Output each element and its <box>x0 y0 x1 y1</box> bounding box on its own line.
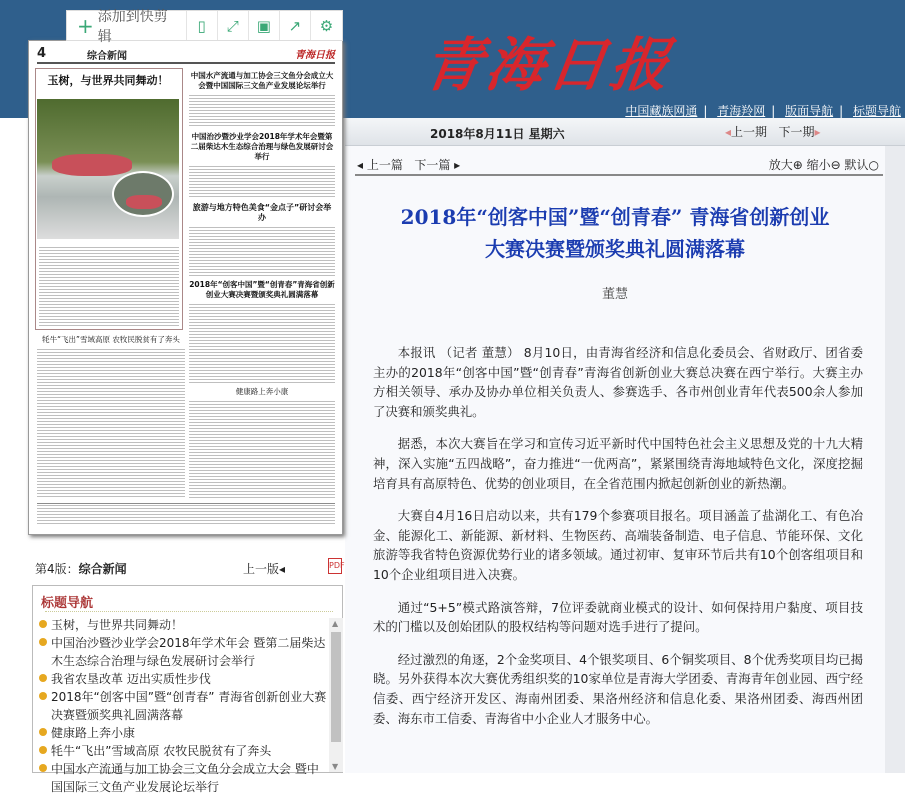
divider <box>45 611 333 612</box>
zoom-out-button[interactable]: 缩小⊖ <box>806 158 841 172</box>
raft <box>126 195 162 209</box>
title-nav-list <box>39 616 329 794</box>
article-title <box>345 201 885 265</box>
title-nav-heading: 标题导航 <box>41 596 94 611</box>
list-item[interactable]: 中国水产流通与加工协会三文鱼分会成立大会 暨中国国际三文鱼产业发展论坛举行 <box>39 760 329 796</box>
page-info <box>35 560 127 577</box>
paragraph: 本报讯 （记者 董慧） 8月10日，由青海省经济和信息化委员会、省财政厅、团省委主办的2018年“创客中国”暨“创青春”青海省创新创业大赛总决赛在西宁举行。大赛主办方相关领导、承办及协办单位相关负责人、参赛选手、各市州创业青年代表500余人参加了决赛和颁奖典礼。 <box>373 345 863 419</box>
thumb-left-bottom-column <box>37 331 185 499</box>
thumb-headline: 旅游与地方特色美食“金点子”研讨会举办 <box>192 203 332 222</box>
zoom-in-button[interactable]: 放大⊕ <box>768 158 803 172</box>
rafting-photo <box>37 99 179 239</box>
share-icon[interactable]: ↗ <box>280 11 311 40</box>
paragraph: 通过“5+5”模式路演答辩，7位评委就商业模式的设计、如何保持用户黏度、项目技术的门槛以及创始团队的股权结构等问题对选手进行了提问。 <box>373 599 863 635</box>
thumb-headline: 牦牛“飞出”雪域高原 农牧民脱贫有了奔头 <box>42 335 180 344</box>
prev-page-link[interactable]: 上一版◂ <box>243 562 286 576</box>
thumb-text <box>189 165 335 199</box>
thumb-header <box>37 46 335 64</box>
plus-icon: + <box>77 13 94 38</box>
clip-toolbar <box>66 8 343 45</box>
scrollbar-thumb[interactable] <box>331 632 341 742</box>
save-icon[interactable]: ▣ <box>249 11 280 40</box>
newspaper-page-thumbnail[interactable] <box>28 40 343 535</box>
scroll-up-icon[interactable]: ▲ <box>332 619 339 628</box>
title-nav-box <box>32 585 343 794</box>
add-to-clip-button[interactable] <box>67 8 187 45</box>
thumb-headline: 中国治沙暨沙业学会2018年学术年会暨第二届柴达木生态综合治理与绿色发展研讨会举行 <box>190 132 334 161</box>
link-page-nav[interactable]: 版面导航 <box>785 104 834 118</box>
link-tibet-net[interactable]: 中国藏族网通 <box>625 104 698 118</box>
thumb-right-column <box>189 67 335 499</box>
article-body <box>373 343 863 741</box>
page-label: 第4版： <box>35 562 79 576</box>
page-scrollbar[interactable] <box>885 146 905 773</box>
thumb-section: 综合新闻 <box>87 51 127 62</box>
right-arrow-icon: ▸ <box>814 125 821 139</box>
link-title-nav[interactable]: 标题导航 <box>852 104 901 118</box>
left-arrow-icon: ◂ <box>725 125 732 139</box>
list-item[interactable]: 我省农垦改革 迈出实质性步伐 <box>39 670 329 688</box>
article-nav: ◂ 上一篇 下一篇 ▸ <box>357 158 461 172</box>
next-issue-link[interactable]: 下一期 <box>778 125 815 139</box>
list-item[interactable]: 牦牛“飞出”雪域高原 农牧民脱贫有了奔头 <box>39 742 329 760</box>
title-line: 2018年“创客中国”暨“创青春” 青海省创新创业 <box>400 205 830 229</box>
thumb-logo: 青海日报 <box>295 50 335 61</box>
fullscreen-icon[interactable]: ⤢ <box>218 11 249 40</box>
thumb-text <box>189 226 335 276</box>
thumb-page-number: 4 <box>37 46 47 61</box>
zoom-controls <box>769 156 879 173</box>
list-item[interactable]: 玉树，与世界共同舞动！ <box>39 616 329 634</box>
thumb-text <box>189 400 335 499</box>
pdf-icon[interactable]: PDF <box>328 558 342 574</box>
raft <box>52 154 132 176</box>
paragraph: 经过激烈的角逐，2个金奖项目、4个银奖项目、6个铜奖项目、8个优秀奖项目均已揭晓。另外获得本次大赛优秀组织奖的10家单位是青海大学团委、青海青年创业园、西宁经信委、西宁经济开发区、海南州团委、果洛州经济和信息化委、果洛州团委、海西州团委、海东市工信委、青海省中小企业人才服务中心。 <box>373 651 864 726</box>
scroll-down-icon[interactable]: ▼ <box>332 762 339 771</box>
thumb-text <box>189 303 335 383</box>
settings-icon[interactable]: ⚙ <box>319 16 334 35</box>
thumb-headline: 中国水产流通与加工协会三文鱼分会成立大会暨中国国际三文鱼产业发展论坛举行 <box>190 71 334 90</box>
list-item[interactable]: 2018年“创客中国”暨“创青春” 青海省创新创业大赛决赛暨颁奖典礼圆满落幕 <box>39 688 329 724</box>
thumb-text <box>37 348 185 499</box>
zoom-default-button[interactable]: 默认○ <box>844 158 879 172</box>
link-qinghai-ling[interactable]: 青海羚网 <box>717 104 766 118</box>
list-item[interactable]: 中国治沙暨沙业学会2018年学术年会 暨第二届柴达木生态综合治理与绿色发展研讨会举行 <box>39 634 329 670</box>
next-article-link[interactable]: 下一篇 <box>414 158 451 172</box>
divider <box>355 174 883 176</box>
newspaper-logo: 青海日报 <box>419 31 678 99</box>
thumb-headline: 2018年“创客中国”暨“创青春”青海省创新创业大赛决赛暨颁奖典礼圆满落幕 <box>189 280 335 299</box>
title-line: 大赛决赛暨颁奖典礼圆满落幕 <box>485 237 745 261</box>
list-item[interactable]: 健康路上奔小康 <box>39 724 329 742</box>
paragraph: 据悉，本次大赛旨在学习和宣传习近平新时代中国特色社会主义思想及党的十九大精神，深入实施“五四战略”，奋力推进“一优两高”，紧紧围绕青海地域特色文化，深度挖掘培育具有高原特色、优势的创业项目，在全省范围内掀起创新创业的新热潮。 <box>373 436 863 491</box>
title-nav-scrollbar[interactable] <box>329 618 343 772</box>
paragraph: 大赛自4月16日启动以来，共有179个参赛项目报名。项目涵盖了盐湖化工、有色冶金、能源化工、新能源、新材料、生物医药、高端装备制造、电子信息、节能环保、文化旅游等我省特色资源优势行业的诸多领域。通过初审、复审环节后共有10个创客组项目和10个企业组项目进入决赛。 <box>373 508 863 582</box>
prev-issue-link[interactable]: 上一期 <box>731 125 768 139</box>
article-panel <box>345 146 885 773</box>
prev-article-link[interactable]: 上一篇 <box>366 158 403 172</box>
thumb-headline: 玉树，与世界共同舞动！ <box>47 74 169 87</box>
top-links: 中国藏族网通 | 青海羚网 | 版面导航 | 标题导航 <box>625 104 901 118</box>
issue-nav <box>725 123 821 140</box>
issue-date: 2018年8月11日 星期六 <box>430 127 565 141</box>
inset-photo <box>112 171 174 217</box>
page-section: 综合新闻 <box>78 562 127 576</box>
thumb-headline: 健康路上奔小康 <box>235 387 289 396</box>
tablet-icon[interactable]: ▯ <box>187 11 218 40</box>
thumb-text <box>189 94 335 128</box>
thumb-text <box>39 246 179 326</box>
date-bar <box>345 118 905 146</box>
article-author: 董慧 <box>601 287 628 302</box>
thumb-footer <box>37 503 335 525</box>
clip-label: 添加到快剪辑 <box>97 8 168 45</box>
